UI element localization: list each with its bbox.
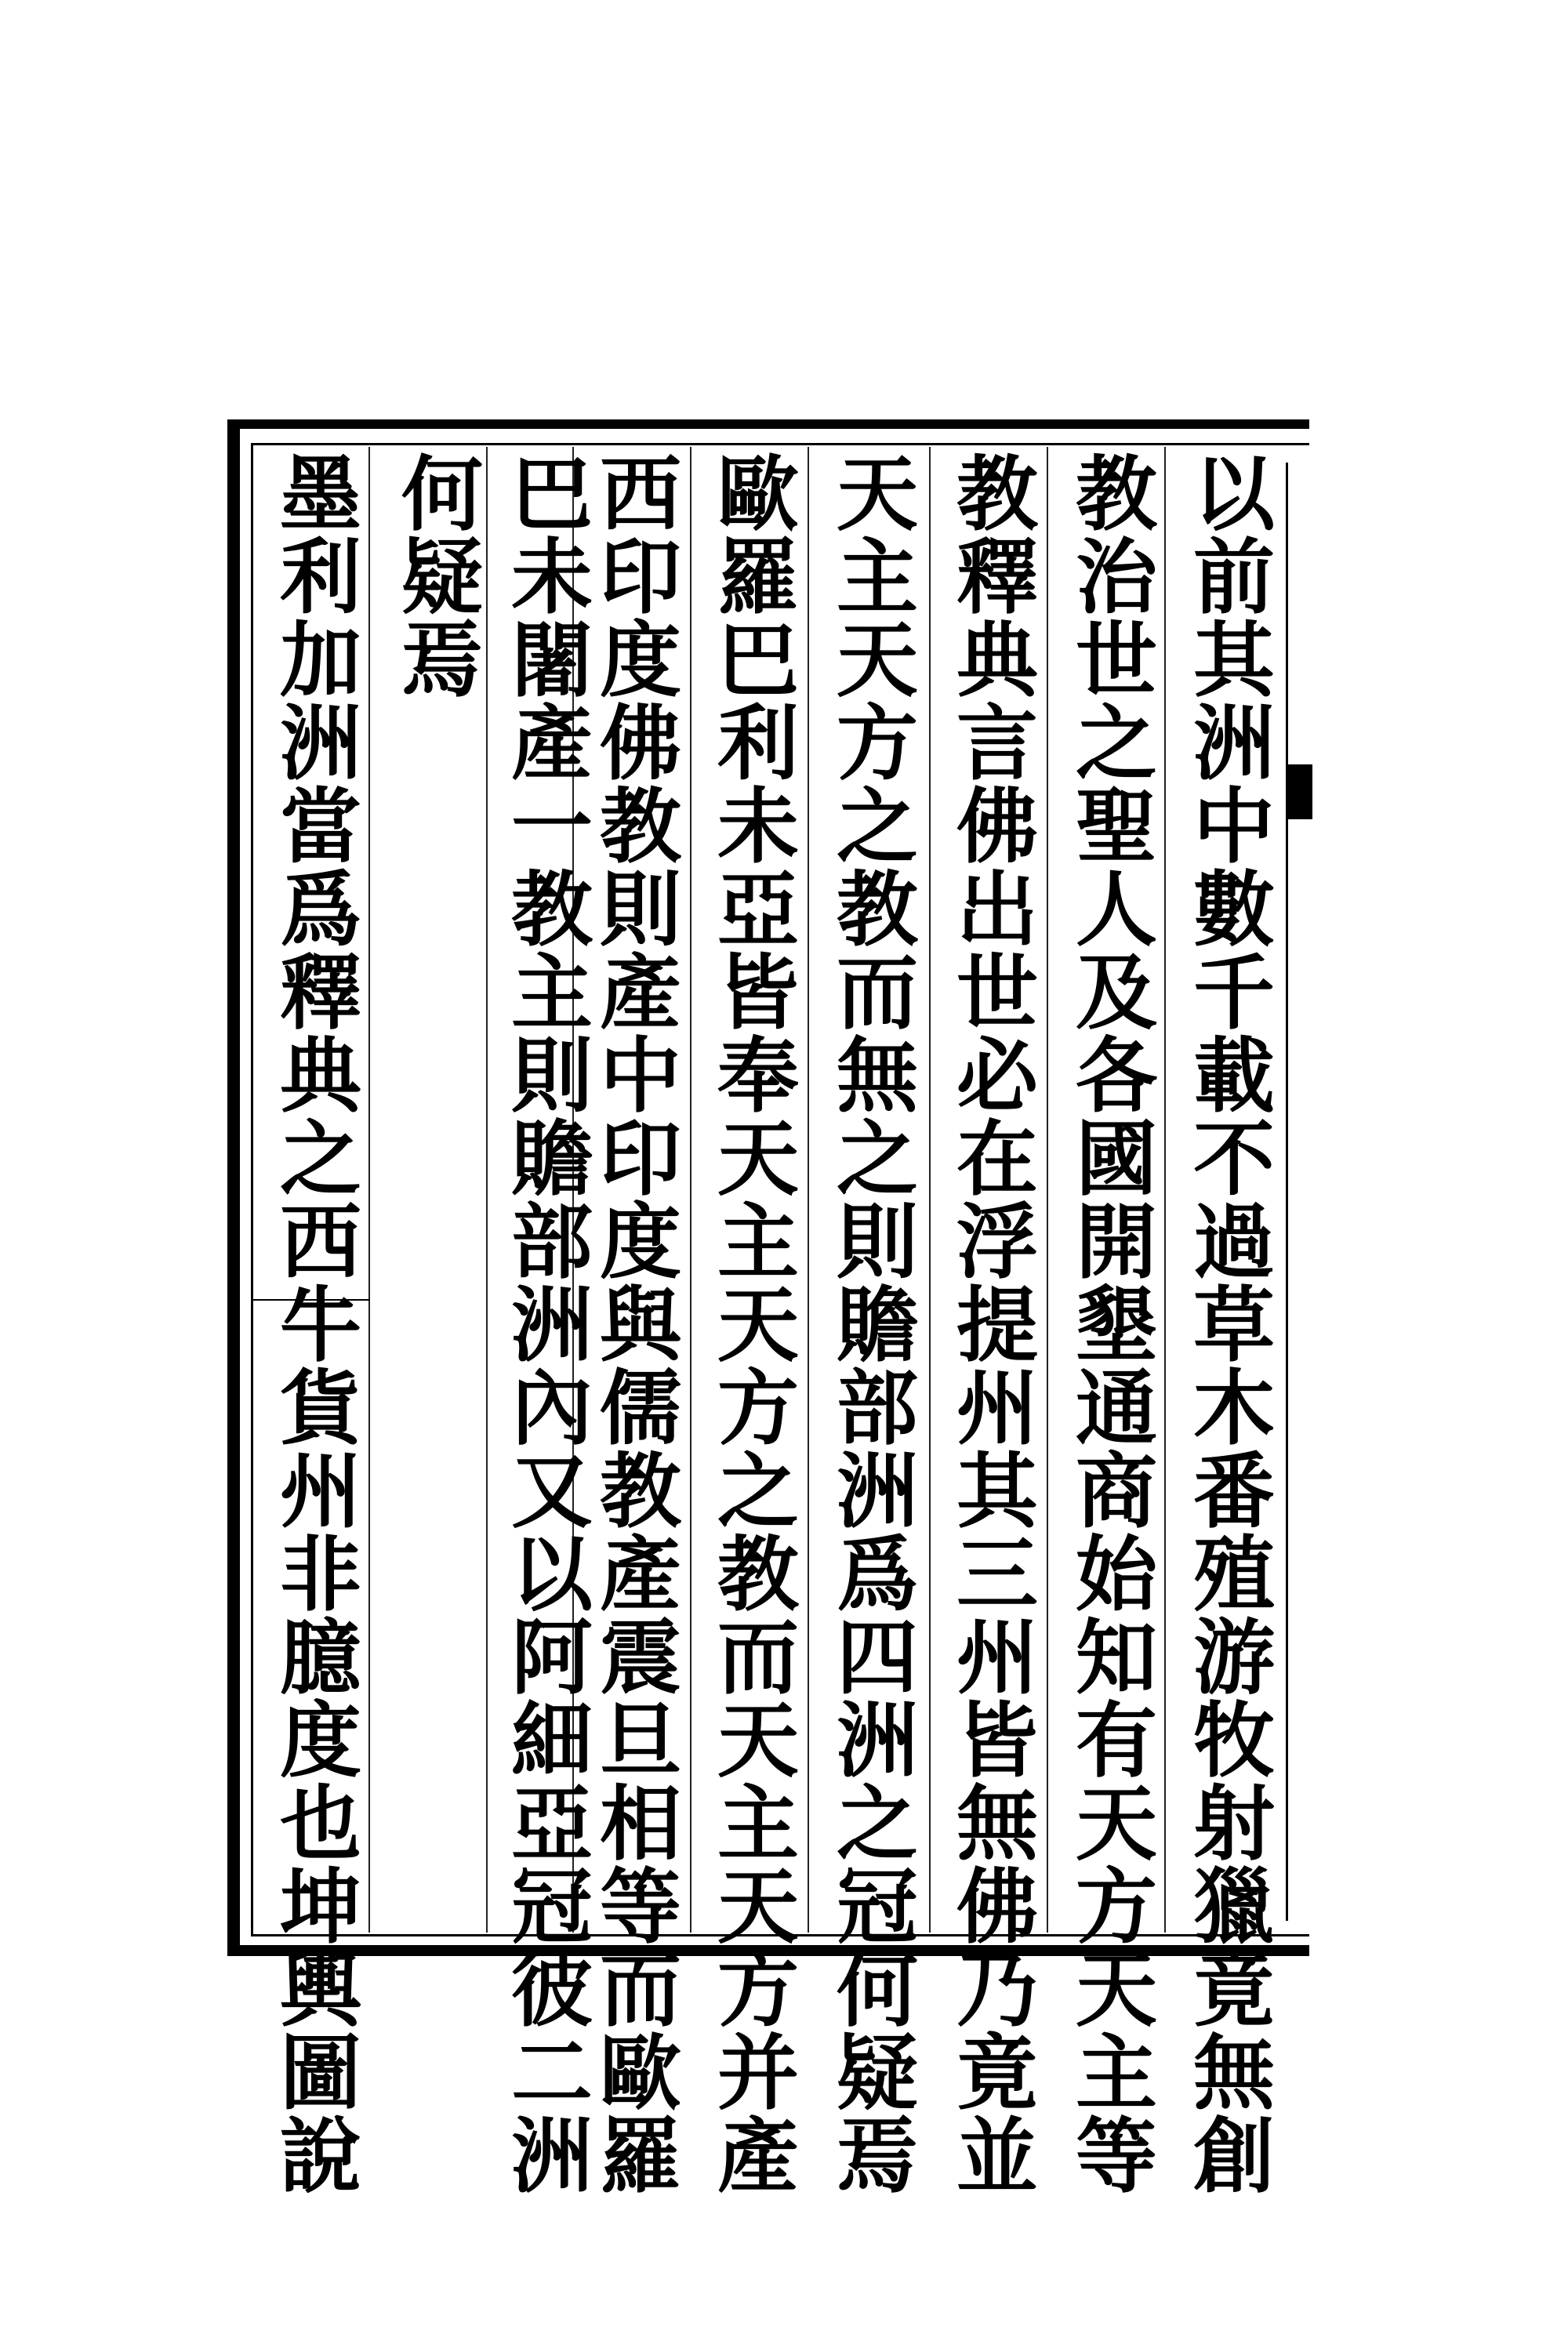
text-column-7: 巴未闍產一教主則贍部洲內又以阿細亞冠彼二洲 [497, 451, 593, 2196]
text-column-6: 西印度佛教則產中印度與儒教產震旦相等而歐羅 [586, 451, 682, 2196]
text-column-8: 何疑焉 [387, 451, 484, 700]
column-rule [929, 447, 931, 1933]
text-column-3: 教釋典言佛出世必在浮提州其三州皆無佛乃竟並 [942, 451, 1039, 2196]
text-column-4: 天主天方之教而無之則贍部洲爲四洲之冠何疑焉 [822, 451, 919, 2196]
text-column-9: 墨利加洲當爲釋典之西牛貨州非臆度也坤輿圖說 [266, 451, 362, 2196]
text-column-1: 以前其洲中數千載不過草木番殖游牧射獵竟無創 [1179, 451, 1276, 2196]
right-margin-rule [1286, 463, 1312, 1921]
fold-mark [1286, 764, 1312, 819]
text-column-5: 歐羅巴利未亞皆奉天主天方之教而天主天方并產 [703, 451, 800, 2196]
text-column-2: 教治世之聖人及各國開墾通商始知有天方天主等 [1062, 451, 1158, 2196]
